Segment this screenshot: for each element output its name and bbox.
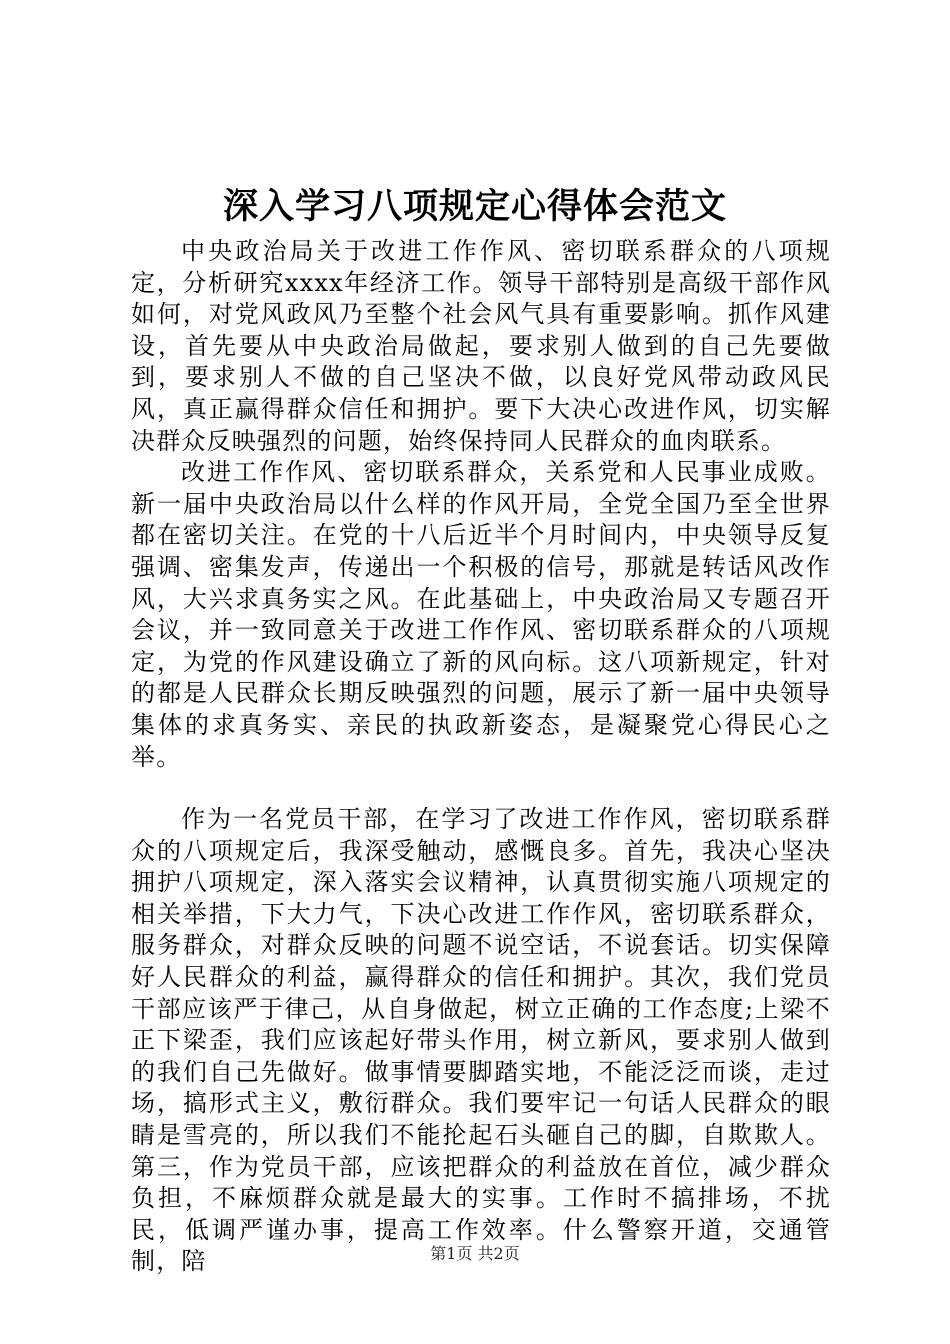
paragraph-3: 作为一名党员干部，在学习了改进工作作风，密切联系群众的八项规定后，我深受触动，感慨良多。首先，我决心坚决拥护八项规定，深入落实会议精神，认真贯彻实施八项规定的相关举措，下大力气，下决心改进工作作风，密切联系群众，服务群众，对群众反映的问题不说空话，不说套话。切实保障好人民群众的利益，赢得群众的信任和拥护。其次，我们党员干部应该严于律己，从自身做起，树立正确的工作态度;上梁不正下梁歪，我们应该起好带头作用，树立新风，要求别人做到的我们自己先做好。做事情要脚踏实地，不能泛泛而谈，走过场，搞形式主义，敷衍群众。我们要牢记一句话人民群众的眼睛是雪亮的，所以我们不能抡起石头砸自己的脚，自欺欺人。第三，作为党员干部，应该把群众的利益放在首位，减少群众负担，不麻烦群众就是最大的实事。工作时不搞排场，不扰民，低调严谨办事，提高工作效率。什么警察开道，交通管制，陪 (131, 805, 831, 1276)
document-title: 深入学习八项规定心得体会范文 (222, 186, 727, 227)
document-body (131, 236, 831, 1278)
paragraph-2: 改进工作作风、密切联系群众，关系党和人民事业成败。新一届中央政治局以什么样的作风开局，全党全国乃至全世界都在密切关注。在党的十八后近半个月时间内，中央领导反复强调、密集发声，传递出一个积极的信号，那就是转话风改作风，大兴求真务实之风。在此基础上，中央政治局又专题召开会议，并一致同意关于改进工作作风、密切联系群众的八项规定，为党的作风建设确立了新的风向标。这八项新规定，针对的都是人民群众长期反映强烈的问题，展示了新一届中央领导集体的求真务实、亲民的执政新姿态，是凝聚党心得民心之举。 (131, 458, 831, 771)
page-footer: 第1页 共2页 (430, 1244, 520, 1263)
paragraph-1: 中央政治局关于改进工作作风、密切联系群众的八项规定，分析研究xxxx年经济工作。领导干部特别是高级干部作风如何，对党风政风乃至整个社会风气具有重要影响。抓作风建设，首先要从中央政治局做起，要求别人做到的自己先要做到，要求别人不做的自己坚决不做，以良好党风带动政风民风，真正赢得群众信任和拥护。要下大决心改进作风，切实解决群众反映强烈的问题，始终保持同人民群众的血肉联系。 (131, 237, 831, 455)
